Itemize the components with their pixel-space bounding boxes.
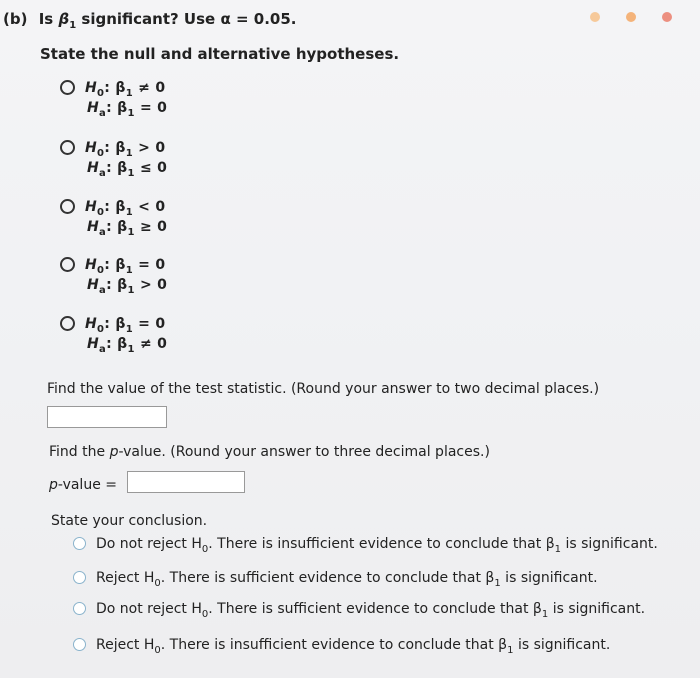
alt-relation: : β xyxy=(106,336,128,352)
beta-subscript: 1 xyxy=(127,168,135,179)
null-relation: : β xyxy=(104,199,126,215)
beta-subscript: 1 xyxy=(541,609,549,620)
alt-value: ≤ 0 xyxy=(139,160,168,176)
decorative-dot xyxy=(626,12,636,22)
conclusion-option[interactable] xyxy=(73,536,658,555)
h0-symbol: H xyxy=(85,316,98,332)
part-label: (b) xyxy=(3,10,28,28)
beta-subscript: 1 xyxy=(125,324,133,335)
hypothesis-option[interactable] xyxy=(60,257,166,276)
conclusion-mid: . There is sufficient evidence to conclude that β xyxy=(160,570,495,586)
beta-subscript: 1 xyxy=(494,578,501,589)
null-relation: : β xyxy=(104,140,126,156)
null-relation: : β xyxy=(104,257,126,273)
alternative-hypothesis xyxy=(87,100,168,119)
conclusion-tail: is significant. xyxy=(513,637,611,653)
alternative-hypothesis xyxy=(87,336,168,355)
null-value: < 0 xyxy=(138,199,166,215)
radio-button-icon[interactable] xyxy=(73,602,86,615)
beta-subscript: 1 xyxy=(127,108,135,119)
ha-subscript: a xyxy=(99,285,107,296)
radio-button-icon[interactable] xyxy=(60,80,75,95)
ha-subscript: a xyxy=(99,227,107,238)
conclusion-tail: is significant. xyxy=(500,570,598,586)
null-relation: : β xyxy=(104,80,126,96)
p-value-prompt-pre: Find the xyxy=(49,444,110,460)
conclusion-tail: is significant. xyxy=(561,536,658,552)
conclusion-mid: . There is sufficient evidence to conclude that β xyxy=(208,601,542,617)
h0-subscript: 0 xyxy=(97,324,105,335)
h0-subscript: 0 xyxy=(154,578,161,589)
radio-button-icon[interactable] xyxy=(60,257,75,272)
radio-button-icon[interactable] xyxy=(73,537,86,550)
h0-subscript: 0 xyxy=(97,88,105,99)
h0-subscript: 0 xyxy=(201,609,209,620)
h0-subscript: 0 xyxy=(97,265,105,276)
hypothesis-option[interactable] xyxy=(60,80,166,99)
beta-symbol: β xyxy=(58,10,70,28)
h0-subscript: 0 xyxy=(97,207,105,218)
ha-subscript: a xyxy=(99,344,107,355)
p-value-label-p: p xyxy=(49,477,58,493)
alt-relation: : β xyxy=(106,219,128,235)
p-value-label xyxy=(49,477,117,493)
radio-button-icon[interactable] xyxy=(60,199,75,214)
ha-subscript: a xyxy=(99,108,107,119)
conclusion-mid: . There is insufficient evidence to conclude that β xyxy=(160,637,508,653)
ha-symbol: H xyxy=(87,219,100,235)
beta-subscript: 1 xyxy=(125,148,133,159)
beta-subscript: 1 xyxy=(127,344,135,355)
ha-symbol: H xyxy=(87,160,100,176)
p-value-input[interactable] xyxy=(127,471,245,493)
radio-button-icon[interactable] xyxy=(60,316,75,331)
p-value-prompt xyxy=(49,444,490,460)
beta-subscript: 1 xyxy=(507,645,514,656)
test-statistic-input[interactable] xyxy=(47,406,167,428)
ha-subscript: a xyxy=(99,168,107,179)
ha-symbol: H xyxy=(87,336,100,352)
conclusion-mid: . There is insufficient evidence to conclude that β xyxy=(208,536,555,552)
beta-subscript: 1 xyxy=(69,20,77,31)
null-value: > 0 xyxy=(138,140,166,156)
hypothesis-option[interactable] xyxy=(60,316,166,335)
h0-subscript: 0 xyxy=(97,148,105,159)
conclusion-lead: Reject H xyxy=(96,570,155,586)
decorative-dot xyxy=(662,12,672,22)
alt-value: = 0 xyxy=(139,100,168,116)
alt-value: ≥ 0 xyxy=(139,219,168,235)
alt-relation: : β xyxy=(106,277,128,293)
h0-subscript: 0 xyxy=(201,544,209,555)
alpha-expr: α = 0.05. xyxy=(220,10,297,28)
hypotheses-prompt: State the null and alternative hypotheses. xyxy=(40,45,400,63)
h0-symbol: H xyxy=(85,80,98,96)
conclusion-lead: Reject H xyxy=(96,637,155,653)
h0-subscript: 0 xyxy=(154,645,161,656)
conclusion-option[interactable] xyxy=(73,637,611,656)
p-value-prompt-p: p xyxy=(109,444,119,460)
alt-relation: : β xyxy=(106,160,128,176)
alt-value: > 0 xyxy=(139,277,168,293)
alt-value: ≠ 0 xyxy=(139,336,168,352)
conclusion-lead: Do not reject H xyxy=(96,601,202,617)
null-value: = 0 xyxy=(138,257,166,273)
beta-subscript: 1 xyxy=(127,285,135,296)
radio-button-icon[interactable] xyxy=(60,140,75,155)
beta-subscript: 1 xyxy=(554,544,562,555)
question-mid: significant? Use xyxy=(81,10,216,28)
hypothesis-option[interactable] xyxy=(60,140,166,159)
p-value-prompt-post: -value. (Round your answer to three decimal places.) xyxy=(118,444,490,460)
alternative-hypothesis xyxy=(87,277,168,296)
beta-subscript: 1 xyxy=(125,88,133,99)
p-value-label-rest: -value = xyxy=(57,477,117,493)
conclusion-prompt: State your conclusion. xyxy=(51,513,208,529)
null-value: = 0 xyxy=(138,316,166,332)
part-header xyxy=(3,10,297,31)
h0-symbol: H xyxy=(85,199,98,215)
alternative-hypothesis xyxy=(87,160,168,179)
beta-subscript: 1 xyxy=(125,265,133,276)
hypothesis-option[interactable] xyxy=(60,199,166,218)
test-statistic-prompt: Find the value of the test statistic. (Round your answer to two decimal places.) xyxy=(47,381,600,397)
conclusion-option[interactable] xyxy=(73,601,646,620)
ha-symbol: H xyxy=(87,100,100,116)
radio-button-icon[interactable] xyxy=(73,571,86,584)
decorative-dot xyxy=(590,12,600,22)
conclusion-tail: is significant. xyxy=(548,601,646,617)
null-value: ≠ 0 xyxy=(138,80,166,96)
null-relation: : β xyxy=(104,316,126,332)
alternative-hypothesis xyxy=(87,219,168,238)
conclusion-lead: Do not reject H xyxy=(96,536,202,552)
beta-subscript: 1 xyxy=(125,207,133,218)
conclusion-option[interactable] xyxy=(73,570,598,589)
h0-symbol: H xyxy=(85,140,98,156)
beta-subscript: 1 xyxy=(127,227,135,238)
alt-relation: : β xyxy=(106,100,128,116)
ha-symbol: H xyxy=(87,277,100,293)
question-prefix: Is xyxy=(38,10,54,28)
radio-button-icon[interactable] xyxy=(73,638,86,651)
h0-symbol: H xyxy=(85,257,98,273)
